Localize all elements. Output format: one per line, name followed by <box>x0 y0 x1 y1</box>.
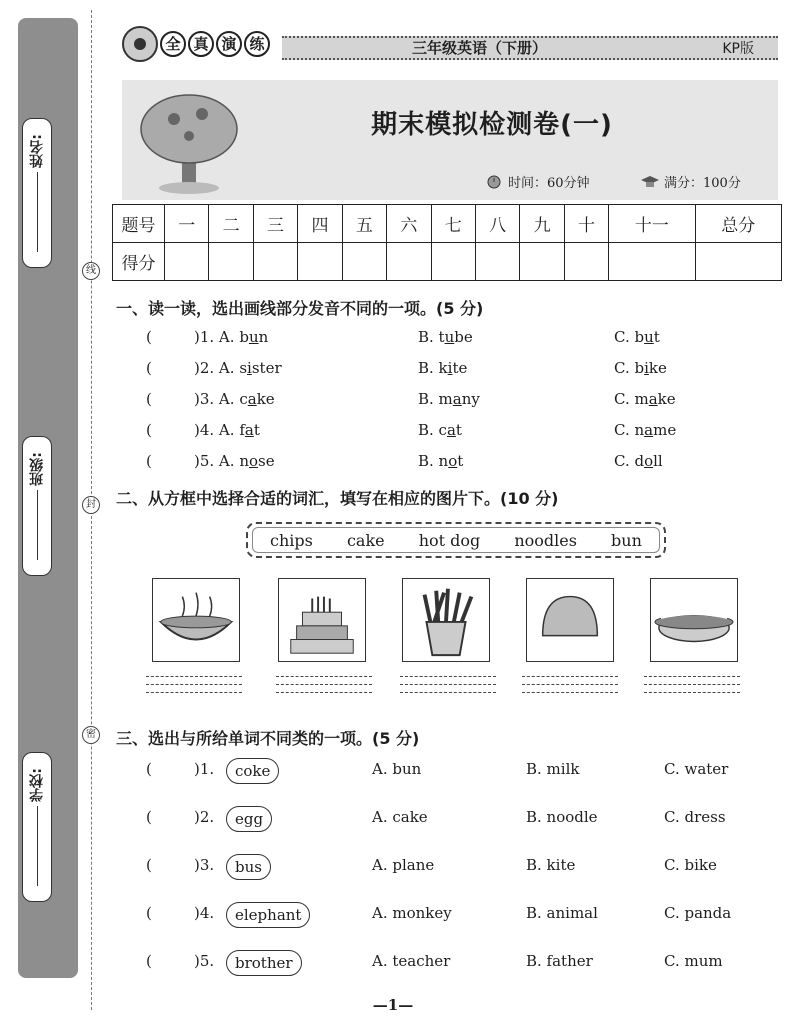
word-part: se <box>258 452 275 470</box>
score-cell[interactable] <box>298 243 342 281</box>
option-b: B. milk <box>526 760 580 778</box>
option-b: B. noodle <box>526 808 598 826</box>
table-header-cell: 二 <box>209 205 253 243</box>
option-b <box>418 359 467 377</box>
word-part: n <box>258 328 269 346</box>
word-part: B. t <box>418 328 445 346</box>
underlined-letter: a <box>644 421 654 439</box>
word-part: ke <box>657 390 676 408</box>
question-row <box>142 904 782 930</box>
word-bank-item: bun <box>611 530 642 550</box>
option-a <box>194 328 268 346</box>
answer-paren[interactable]: ( <box>146 856 152 874</box>
brand-char: 演 <box>216 31 242 57</box>
table-row-head: 得分 <box>113 243 165 281</box>
underlined-letter: o <box>249 452 259 470</box>
section2-title: 二、从方框中选择合适的词汇，填写在相应的图片下。(10 分) <box>116 489 559 508</box>
table-header-cell: 六 <box>387 205 431 243</box>
option-b <box>418 328 473 346</box>
birthday-cake-icon <box>279 579 365 661</box>
word-bank <box>246 522 666 558</box>
option-b: B. kite <box>526 856 576 874</box>
option-c: C. panda <box>664 904 732 922</box>
question-row <box>142 359 782 385</box>
question-number: )5. A. <box>194 452 235 470</box>
option-b <box>418 390 480 408</box>
option-b: B. animal <box>526 904 598 922</box>
brand-logo <box>122 26 270 62</box>
score-cell[interactable] <box>475 243 519 281</box>
score-cell[interactable] <box>342 243 386 281</box>
hot-dog-icon <box>651 579 737 661</box>
underlined-letter: u <box>444 328 455 346</box>
class-line <box>37 490 38 560</box>
underlined-letter: a <box>648 390 658 408</box>
cut-mark-line: 线 <box>82 262 100 280</box>
option-c: C. mum <box>664 952 723 970</box>
word-bank-item: noodles <box>514 530 577 550</box>
word-part: ll <box>653 452 663 470</box>
answer-line-1[interactable] <box>146 676 242 700</box>
table-header-cell: 七 <box>431 205 475 243</box>
graduation-cap-icon <box>640 175 660 189</box>
answer-paren[interactable]: ( <box>146 760 152 778</box>
question-row <box>142 421 782 447</box>
cut-mark-secret: 密 <box>82 726 100 744</box>
score-cell[interactable] <box>165 243 209 281</box>
option-b <box>418 452 463 470</box>
score-label: 满分：100分 <box>664 176 741 191</box>
word-part: be <box>454 328 473 346</box>
table-header-cell: 八 <box>475 205 519 243</box>
score-cell[interactable] <box>253 243 297 281</box>
picture-noodles <box>152 578 240 662</box>
answer-paren[interactable]: ( <box>146 359 152 377</box>
word-part: s <box>239 359 248 377</box>
answer-line-5[interactable] <box>644 676 740 700</box>
option-a: A. plane <box>372 856 435 874</box>
word-bank-item: hot dog <box>418 530 481 550</box>
word-part: t <box>653 328 660 346</box>
school-field[interactable] <box>22 752 52 902</box>
score-table <box>112 204 782 281</box>
question-row <box>142 856 782 882</box>
question-row <box>142 760 782 786</box>
question-number: )5. <box>194 952 215 970</box>
question-row <box>142 390 782 416</box>
word-bank-item: chips <box>270 530 313 550</box>
option-a <box>194 359 282 377</box>
brand-char: 练 <box>244 31 270 57</box>
underlined-letter: i <box>644 359 649 377</box>
bun-icon <box>527 579 613 661</box>
score-cell[interactable] <box>431 243 475 281</box>
word-part: ny <box>461 390 480 408</box>
school-line <box>37 806 38 886</box>
table-header-cell: 四 <box>298 205 342 243</box>
question-number: )2. <box>194 808 215 826</box>
page-header <box>122 22 778 70</box>
answer-line-3[interactable] <box>400 676 496 700</box>
given-word-cloud: brother <box>226 950 302 976</box>
table-header-cell: 三 <box>253 205 297 243</box>
option-c: C. water <box>664 760 729 778</box>
subject-title: 三年级英语（下册） <box>412 39 548 57</box>
word-part: te <box>452 359 468 377</box>
question-number: )4. <box>194 904 215 922</box>
underlined-letter: i <box>447 359 453 377</box>
brand-char: 真 <box>188 31 214 57</box>
answer-paren[interactable]: ( <box>146 808 152 826</box>
answer-paren[interactable]: ( <box>146 328 152 346</box>
word-part: f <box>239 421 245 439</box>
question-row <box>142 808 782 834</box>
underlined-letter: u <box>248 328 259 346</box>
underlined-letter: a <box>446 421 456 439</box>
edition-label: KP版 <box>722 41 754 57</box>
table-header-cell: 总分 <box>695 205 781 243</box>
word-part: C. b <box>614 328 645 346</box>
option-b <box>418 421 462 439</box>
class-field[interactable] <box>22 436 52 576</box>
title-block <box>122 80 778 200</box>
word-bank-item: cake <box>346 530 385 550</box>
class-label: 班级: <box>29 452 45 486</box>
answer-paren[interactable]: ( <box>146 421 152 439</box>
option-a: A. cake <box>372 808 428 826</box>
option-a: A. teacher <box>372 952 451 970</box>
given-word-cloud: egg <box>226 806 272 832</box>
word-part: ster <box>251 359 282 377</box>
answer-paren[interactable]: ( <box>146 952 152 970</box>
given-word-cloud: coke <box>226 758 279 784</box>
time-label: 时间：60分钟 <box>508 176 590 191</box>
name-label: 姓名: <box>29 134 45 168</box>
option-b: B. father <box>526 952 593 970</box>
option-c <box>614 390 676 408</box>
question-row <box>142 452 782 478</box>
cut-mark-seal: 封 <box>82 496 100 514</box>
option-c <box>614 421 676 439</box>
target-icon <box>122 26 158 62</box>
underlined-letter: a <box>452 390 462 408</box>
given-word-cloud: elephant <box>226 902 310 928</box>
option-c <box>614 328 660 346</box>
underlined-letter: i <box>247 359 252 377</box>
answer-paren[interactable]: ( <box>146 904 152 922</box>
given-word-cloud: bus <box>226 854 271 880</box>
word-part: t <box>253 421 260 439</box>
option-a <box>194 421 260 439</box>
exam-score <box>640 172 741 191</box>
underlined-letter: u <box>644 328 654 346</box>
score-cell[interactable] <box>564 243 608 281</box>
question-number: )3. <box>194 856 215 874</box>
score-cell[interactable] <box>695 243 781 281</box>
score-cell[interactable] <box>609 243 695 281</box>
table-header-cell: 九 <box>520 205 564 243</box>
school-label: 学校: <box>29 768 45 802</box>
answer-paren[interactable]: ( <box>146 390 152 408</box>
answer-paren[interactable]: ( <box>146 452 152 470</box>
word-part: B. m <box>418 390 453 408</box>
picture-chips <box>402 578 490 662</box>
table-header-cell: 十一 <box>609 205 695 243</box>
noodles-bowl-icon <box>153 579 239 661</box>
table-header-cell: 题号 <box>113 205 165 243</box>
word-part: B. n <box>418 452 449 470</box>
word-part: C. n <box>614 421 645 439</box>
exam-title: 期末模拟检测卷(一) <box>371 110 613 140</box>
tree-illustration-icon <box>134 84 244 196</box>
table-header-cell: 十 <box>564 205 608 243</box>
section3-title: 三、选出与所给单词不同类的一项。(5 分) <box>116 729 420 748</box>
section1-title: 一、读一读，选出画线部分发音不同的一项。(5 分) <box>116 299 484 318</box>
option-c: C. dress <box>664 808 726 826</box>
underlined-letter: a <box>247 390 257 408</box>
clock-icon <box>484 175 504 189</box>
option-c <box>614 452 663 470</box>
score-cell[interactable] <box>209 243 253 281</box>
question-row <box>142 328 782 354</box>
name-field[interactable] <box>22 118 52 268</box>
question-number: )4. A. <box>194 421 235 439</box>
question-number: )1. <box>194 760 215 778</box>
score-cell[interactable] <box>520 243 564 281</box>
option-c: C. bike <box>664 856 717 874</box>
word-part: t <box>455 421 462 439</box>
picture-cake <box>278 578 366 662</box>
word-part: ke <box>256 390 275 408</box>
option-a: A. monkey <box>372 904 452 922</box>
table-row <box>113 243 782 281</box>
page-number: —1— <box>372 996 414 1014</box>
option-a: A. bun <box>372 760 422 778</box>
exam-time <box>484 172 590 191</box>
answer-line-4[interactable] <box>522 676 618 700</box>
word-part: B. c <box>418 421 447 439</box>
word-part: B. k <box>418 359 448 377</box>
word-part: t <box>457 452 464 470</box>
question-number: )2. A. <box>194 359 235 377</box>
option-a <box>194 452 275 470</box>
table-header-cell: 一 <box>165 205 209 243</box>
question-row <box>142 952 782 978</box>
answer-line-2[interactable] <box>276 676 372 700</box>
french-fries-icon <box>403 579 489 661</box>
word-part: n <box>239 452 249 470</box>
word-part: C. d <box>614 452 645 470</box>
table-header-cell: 五 <box>342 205 386 243</box>
word-part: ke <box>648 359 667 377</box>
name-line <box>37 172 38 252</box>
underlined-letter: o <box>644 452 654 470</box>
word-part: c <box>239 390 248 408</box>
table-row <box>113 205 782 243</box>
question-number: )3. A. <box>194 390 235 408</box>
word-part: me <box>653 421 677 439</box>
option-c <box>614 359 667 377</box>
picture-bun <box>526 578 614 662</box>
underlined-letter: o <box>448 452 458 470</box>
picture-hotdog <box>650 578 738 662</box>
word-part: C. b <box>614 359 645 377</box>
underlined-letter: a <box>244 421 254 439</box>
question-number: )1. A. <box>194 328 235 346</box>
option-a <box>194 390 275 408</box>
word-part: C. m <box>614 390 649 408</box>
brand-char: 全 <box>160 31 186 57</box>
word-part: b <box>239 328 249 346</box>
score-cell[interactable] <box>387 243 431 281</box>
